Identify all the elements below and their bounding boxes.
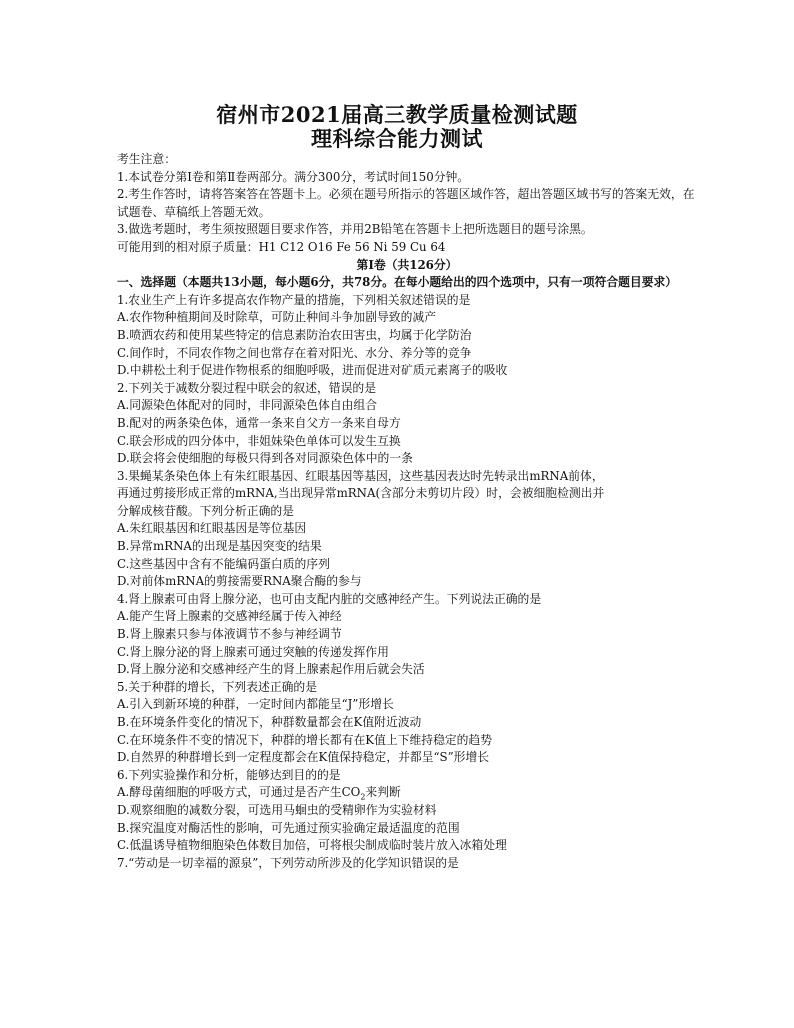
question-option: C.这些基因中含有不能编码蛋白质的序列 <box>117 556 330 571</box>
question-option: B.喷洒农药和使用某些特定的信息素防治农田害虫，均属于化学防治 <box>117 327 472 342</box>
subscript: 2 <box>360 792 366 802</box>
question-2 <box>117 380 697 468</box>
question-option: D.观察细胞的减数分裂，可选用马蛔虫的受精卵作为实验材料 <box>117 802 437 817</box>
question-option: D.自然界的种群增长到一定程度都会在K值保持稳定，并都呈“S”形增长 <box>117 750 490 765</box>
notice-item: 3.做选考题时，考生须按照题目要求作答，并用2B铅笔在答题卡上把所选题目的题号涂黑。 <box>117 222 593 237</box>
question-stem: 6.下列实验操作和分析，能够达到目的的是 <box>117 767 341 782</box>
question-stem: 1.农业生产上有许多提高农作物产量的措施，下列相关叙述错误的是 <box>117 292 471 307</box>
notice-block <box>117 151 697 257</box>
atomic-mass-note: 可能用到的相对原子质量：H1 C12 O16 Fe 56 Ni 59 Cu 64 <box>117 239 446 254</box>
notice-item: 2.考生作答时，请将答案答在答题卡上。必须在题号所指示的答题区域作答，超出答题区域书写的答案无效，在试题卷、草稿纸上答题无效。 <box>117 187 695 219</box>
question-stem: 2.下列关于减数分裂过程中联会的叙述，错误的是 <box>117 380 376 395</box>
exam-title: 宿州市2021届高三教学质量检测试题 <box>216 102 578 127</box>
question-stem: 7.“劳动是一切幸福的源泉”，下列劳动所涉及的化学知识错误的是 <box>117 855 459 870</box>
question-7 <box>117 855 697 873</box>
question-option: A.朱红眼基因和红眼基因是等位基因 <box>117 521 307 536</box>
question-stem: 4.肾上腺素可由肾上腺分泌，也可由支配内脏的交感神经产生。下列说法正确的是 <box>117 591 542 606</box>
question-option: A.同源染色体配对的同时，非同源染色体自由组合 <box>117 398 378 413</box>
question-option: D.中耕松土利于促进作物根系的细胞呼吸，进而促进对矿质元素离子的吸收 <box>117 363 508 378</box>
question-stem: 5.关于种群的增长，下列表述正确的是 <box>117 679 318 694</box>
question-option: A.引入到新环境的种群，一定时间内都能呈“J”形增长 <box>117 697 394 712</box>
question-option: C.在环境条件不变的情况下，种群的增长都有在K值上下维持稳定的趋势 <box>117 732 493 747</box>
question-option: B.在环境条件变化的情况下，种群数量都会在K值附近波动 <box>117 715 422 729</box>
question-option: A.能产生肾上腺素的交感神经属于传入神经 <box>117 609 342 624</box>
question-option: D.肾上腺分泌和交感神经产生的肾上腺素起作用后就会失活 <box>117 662 425 677</box>
question-option: C.低温诱导植物细胞染色体数目加倍，可将根尖制成临时装片放入冰箱处理 <box>117 838 507 853</box>
question-option: C.肾上腺分泌的肾上腺素可通过突触的传递发挥作用 <box>117 644 389 659</box>
question-stem: 再通过剪接形成正常的mRNA,当出现异常mRNA(含部分未剪切片段）时，会被细胞检测出并 <box>117 486 605 501</box>
question-1 <box>117 292 697 380</box>
question-option: A.农作物种植期间及时除草，可防止种间斗争加剧导致的减产 <box>117 310 436 325</box>
question-option: B.异常mRNA的出现是基因突变的结果 <box>117 539 322 554</box>
notice-item: 1.本试卷分第Ⅰ卷和第Ⅱ卷两部分。满分300分，考试时间150分钟。 <box>117 169 470 184</box>
question-option: B.配对的两条染色体，通常一条来自父方一条来自母方 <box>117 415 401 430</box>
exam-subtitle: 理科综合能力测试 <box>311 126 483 151</box>
question-option: B.探究温度对酶活性的影响，可先通过预实验确定最适温度的范围 <box>117 820 460 835</box>
option-text: 来判断 <box>365 785 401 800</box>
exam-body <box>117 151 697 872</box>
question-option: B.肾上腺素只参与体液调节不参与神经调节 <box>117 627 342 642</box>
question-stem: 分解成核苷酸。下列分析正确的是 <box>117 503 294 518</box>
question-6 <box>117 767 697 855</box>
option-text: A.酵母菌细胞的呼吸方式，可通过是否产生CO <box>117 785 361 800</box>
question-4 <box>117 591 697 679</box>
question-option: C.联会形成的四分体中，非姐妹染色单体可以发生互换 <box>117 433 401 448</box>
question-stem: 3.果蝇某条染色体上有朱红眼基因、红眼基因等基因，这些基因表达时先转录出mRNA前体， <box>117 468 604 483</box>
question-option <box>117 784 697 802</box>
question-5 <box>117 679 697 767</box>
section-title: 第Ⅰ卷（共126分） <box>356 257 458 272</box>
notice-heading: 考生注意： <box>117 152 176 166</box>
question-option: D.联会将会使细胞的每极只得到各对同源染色体中的一条 <box>117 451 413 466</box>
question-option: C.间作时，不同农作物之间也常存在着对阳光、水分、养分等的竞争 <box>117 345 472 360</box>
question-3 <box>117 468 697 591</box>
section-instruction: 一、选择题（本题共13小题，每小题6分，共78分。在每小题给出的四个选项中，只有一项符合题目要求） <box>117 275 678 290</box>
question-option: D.对前体mRNA的剪接需要RNA聚合酶的参与 <box>117 574 362 589</box>
